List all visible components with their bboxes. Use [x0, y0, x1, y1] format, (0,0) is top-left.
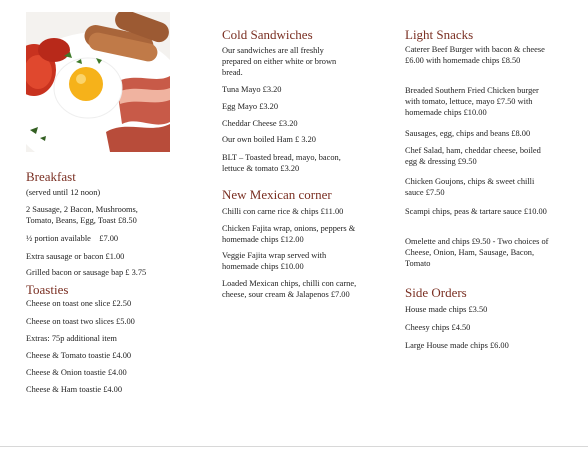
- breakfast-note: (served until 12 noon): [26, 188, 101, 197]
- breakfast-item: 2 Sausage, 2 Bacon, Mushrooms, Tomato, Beans, Egg, Toast £8.50: [26, 205, 138, 226]
- cold-sandwiches-title: Cold Sandwiches: [222, 27, 313, 42]
- toasties-title: Toasties: [26, 282, 69, 297]
- light-snack-item: Scampi chips, peas & tartare sauce £10.00: [405, 207, 547, 216]
- side-orders-title: Side Orders: [405, 285, 467, 300]
- cold-sandwich-item: BLT – Toasted bread, mayo, bacon, lettuce & tomato £3.20: [222, 153, 341, 174]
- toastie-item: Extras: 75p additional item: [26, 334, 117, 343]
- toastie-item: Cheese on toast two slices £5.00: [26, 317, 135, 326]
- mexican-title: New Mexican corner: [222, 187, 332, 202]
- light-snack-item: Chef Salad, ham, cheddar cheese, boiled egg & dressing £9.50: [405, 146, 541, 167]
- light-snacks-title: Light Snacks: [405, 27, 474, 42]
- toastie-item: Cheese & Onion toastie £4.00: [26, 368, 127, 377]
- light-snack-item: Sausages, egg, chips and beans £8.00: [405, 129, 531, 138]
- breakfast-item: Grilled bacon or sausage bap £ 3.75: [26, 268, 147, 277]
- breakfast-item: ½ portion available £7.00: [26, 234, 119, 243]
- cold-sandwiches-intro: Our sandwiches are all freshly prepared on either white or brown bread.: [222, 46, 337, 78]
- light-snack-item: Chicken Goujons, chips & sweet chilli sauce £7.50: [405, 177, 535, 198]
- light-snack-item: Breaded Southern Fried Chicken burger with tomato, lettuce, mayo £7.50 with homemade chips £10.00: [405, 86, 539, 118]
- mexican-item: Veggie Fajita wrap served with homemade chips £10.00: [222, 251, 327, 272]
- page-bottom-divider: [0, 446, 588, 447]
- side-order-item: Cheesy chips £4.50: [405, 323, 471, 332]
- light-snack-item: Caterer Beef Burger with bacon & cheese £6.00 with homemade chips £8.50: [405, 45, 545, 66]
- cold-sandwich-item: Our own boiled Ham £ 3.20: [222, 135, 316, 144]
- mexican-item: Loaded Mexican chips, chilli con carne, cheese, sour cream & Jalapenos £7.00: [222, 279, 357, 300]
- side-order-item: House made chips £3.50: [405, 305, 488, 314]
- mexican-item: Chilli con carne rice & chips £11.00: [222, 207, 344, 216]
- toastie-item: Cheese & Tomato toastie £4.00: [26, 351, 132, 360]
- mexican-item: Chicken Fajita wrap, onions, peppers & homemade chips £12.00: [222, 224, 356, 245]
- toastie-item: Cheese on toast one slice £2.50: [26, 299, 132, 308]
- breakfast-item: Extra sausage or bacon £1.00: [26, 252, 125, 261]
- side-order-item: Large House made chips £6.00: [405, 341, 509, 350]
- cold-sandwich-item: Cheddar Cheese £3.20: [222, 119, 298, 128]
- cold-sandwich-item: Egg Mayo £3.20: [222, 102, 279, 111]
- cold-sandwich-item: Tuna Mayo £3.20: [222, 85, 282, 94]
- light-snack-item: Omelette and chips £9.50 - Two choices of Cheese, Onion, Ham, Sausage, Bacon, Tomato: [405, 237, 549, 269]
- breakfast-photo: [26, 12, 170, 152]
- breakfast-title: Breakfast: [26, 169, 76, 184]
- toastie-item: Cheese & Ham toastie £4.00: [26, 385, 123, 394]
